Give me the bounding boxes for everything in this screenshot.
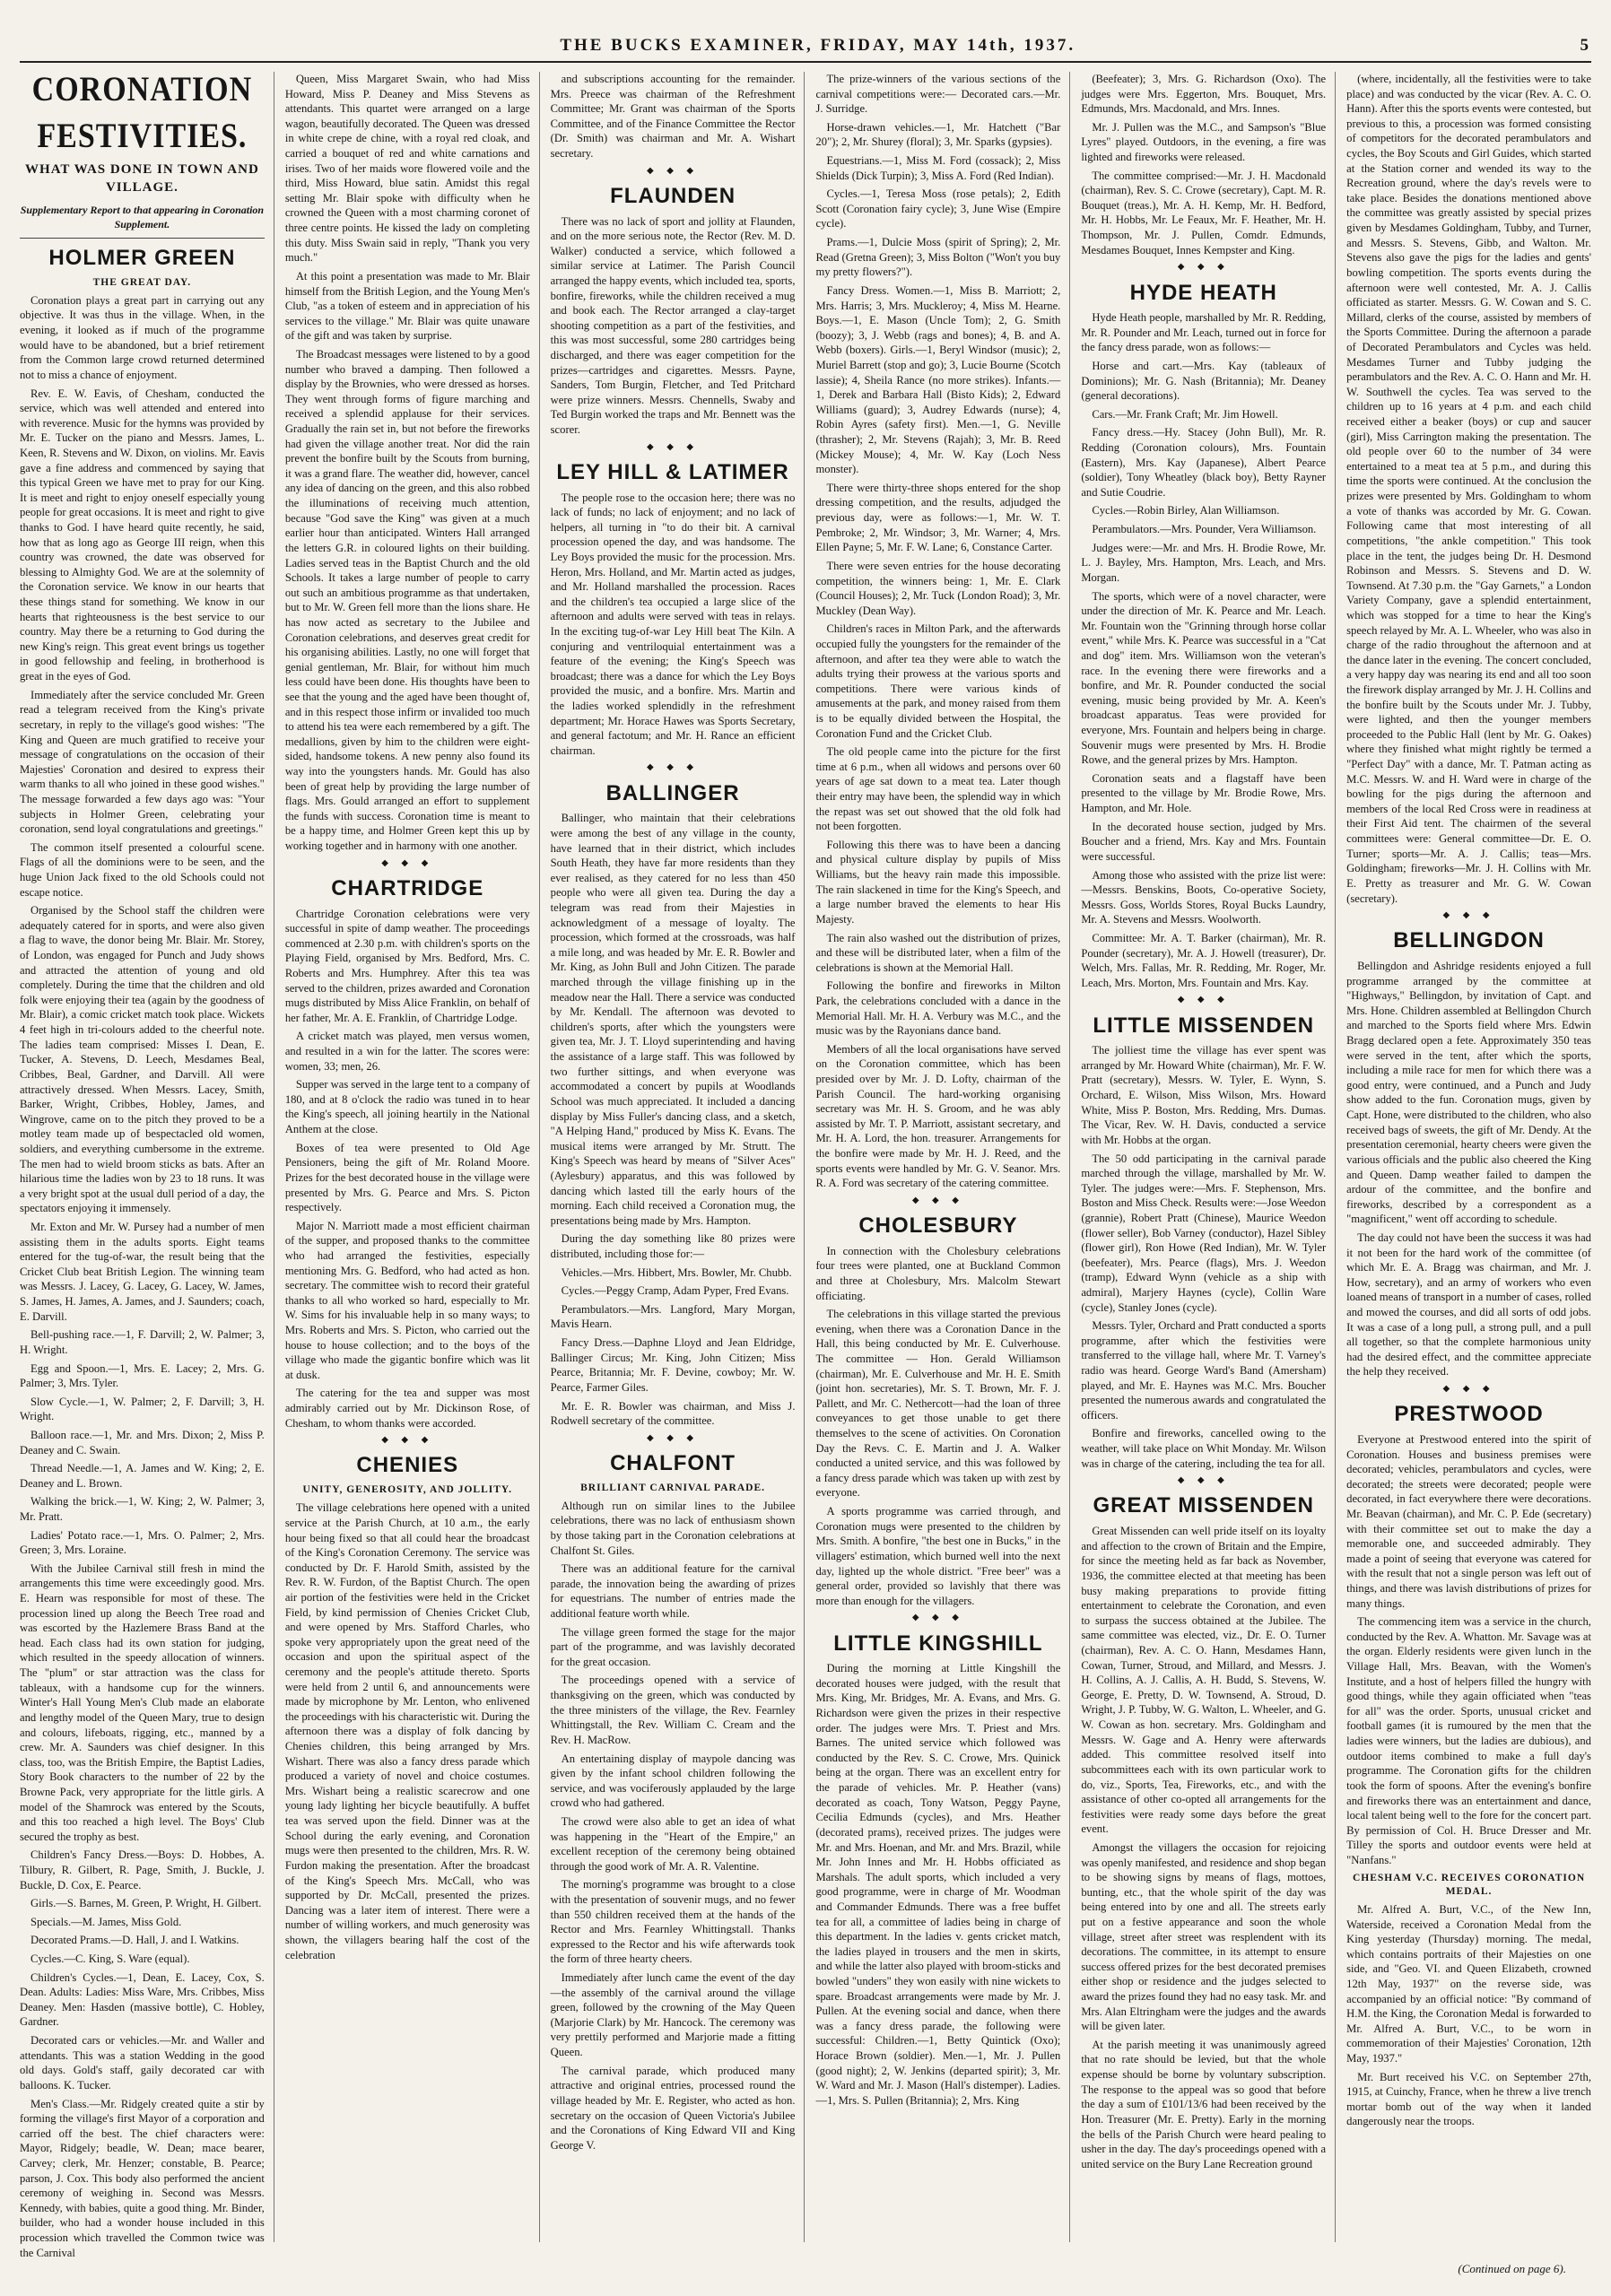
article-paragraph: The committee comprised:—Mr. J. H. Macdonald (chairman), Rev. S. C. Crowe (secretary), Capt. M. R. Bouquet (treas.), Mr. A. H. Kemp, Mr. H. Bedford, Mr. H. Hobbs, Mr. Le Feaux, Mr. F. Heather, Mr. H. Thompson, Mr. J. Pullen, Comdr. Edmunds, Mesdames Bouquet, Innes Kempster and King. [1081, 169, 1327, 257]
article-paragraph: Immediately after the service concluded Mr. Green read a telegram received from the King's private secretary, in reply to the village's good wishes: "The King and Queen are much gratified to receive your message of congratulations on the occasion of their Majesties' Coronation and desired to express their warm thanks to all who joined in these good wishes." The message forwarded a few days ago was: "Your subjects in Holmer Green, celebrating your coronation, send loyal congratulations and greetings." [20, 688, 265, 836]
column-3 [551, 72, 806, 2242]
article-paragraph: Major N. Marriott made a most efficient chairman of the supper, and proposed thanks to the committee who had arranged the festivities, especially mentioning Mrs. G. Bedford, who had acted as hon. secretary. The committee wish to record their grateful thanks to all who worked so hard, especially to Mr. W. Sims for his invaluable help in so many ways; to Mrs. Roberts and Mrs. S. Picton, who carried out the house to house collection; and to the boys of the village who made the gigantic bonfire which was lit at dusk. [284, 1219, 530, 1381]
article-paragraph: Following this there was to have been a dancing and physical culture display by pupils of Miss Williams, but the heavy rain made this impossible. The rain slackened in time for the King's Speech, and a large number braved the elements to hear His Majesty. [815, 838, 1061, 926]
article-paragraph: The celebrations in this village started the previous evening, when there was a Coronation Dance in the Hall, this being conducted by Mr. E. Culverhouse. The committee — Hon. Gerald Williamson (chairman), Mr. E. Culverhouse and Mr. H. E. Smith (joint hon. secretaries), Mr. S. T. Brown, Mr. F. J. Pallett, and Mr. C. Nethercott—had the loan of three conveyances to get those unable to get there themselves to the scene of activities. On Coronation Day the Revs. C. E. Martin and J. A. Walker conducted a united service, and this was followed by a fancy dress parade which was taken up with zest by everyone. [815, 1308, 1061, 1500]
column-3-body [551, 72, 796, 2152]
article-paragraph: There was an additional feature for the carnival parade, the innovation being the awarding of prizes for equestrians. The number of entries made the additional feature worth while. [550, 1562, 796, 1621]
article-paragraph: Queen, Miss Margaret Swain, who had Miss Howard, Miss P. Deaney and Miss Stevens as attendants. This quartet were arranged on a large wagon, beautifully decorated. The Queen was dressed in white crepe de chine, with a royal red cloak, and carried a bouquet of red and white carnations and irises. Two of her maids wore flowered voile and the third, Miss Howard, blue satin. Amidst this regal setting Mr. Blair spoke with difficulty when he crowned the Queen with a most charming coronet of three centre points. He kissed the lady on completing this duty. Miss Swain said in reply, "Thank you very much." [284, 73, 530, 265]
article-paragraph: Bonfire and fireworks, cancelled owing to the weather, will take place on Whit Monday. Mr. Wilson was in charge of the catering, including the tea for all. [1081, 1427, 1327, 1470]
section-heading: CHENIES [356, 1453, 459, 1478]
article-paragraph: The morning's programme was brought to a close with the presentation of souvenir mugs, and no fewer than 550 children received them at the hands of the Rector and Mrs. Fearnley Whittingstall. Thanks expressed to the Rector and his wife afterwards took the form of three hearty cheers. [550, 1878, 796, 1966]
article-paragraph: Walking the brick.—1, W. King; 2, W. Palmer; 3, Mr. Pratt. [20, 1495, 265, 1523]
column-6 [1346, 72, 1591, 2242]
article-paragraph: Cycles.—Peggy Cramp, Adam Pyper, Fred Evans. [561, 1284, 789, 1298]
section-heading: GREAT MISSENDEN [1093, 1493, 1315, 1518]
article-paragraph: The carnival parade, which produced many attractive and original entries, processed round the village headed by Mr. E. Register, who acted as hon. secretary on the occasion of Queen Victoria's Jubilee and the Coronations of King Edward VII and King George V. [550, 2064, 796, 2152]
article-paragraph: Perambulators.—Mrs. Pounder, Vera Williamson. [1092, 523, 1317, 536]
section-subheading: UNITY, GENEROSITY, AND JOLLITY. [302, 1484, 513, 1496]
article-paragraph: (where, incidentally, all the festivities were to take place) and was conducted by the vicar (Rev. A. C. O. Hann). After this the sports events were contested, but previous to this, a procession was formed consisting of competitors for the decorated perambulators and cycles, the Boy Scouts and Girl Guides, which started at the Station corner and wended its way to the Recreation ground, where the day's revels were to take place. Besides the donations mentioned above the committee was greatly assisted by special prizes given by Mesdames Goldingham, Tubby, and Turner, and Messrs. S. Stevens, Gibb, and Walton. Mr. Stevens also gave the pigs for the ladies and gents' bowling competition. The sports events during the afternoon were well contested, Mr. A. J. Callis officiated as starter. Messrs. G. W. Cowan and S. C. Millard, clerks of the course, assisted by members of the Sports Committee. During the afternoon a parade of Decorated Perambulators and Cycles was held. Mesdames Turner and Tubby judging the perambulators and the Rev. A. C. O. Hann and Mr. H. W. Southwell the cycles. Tea was served to the children up to 16 years at 4 p.m. and each child received either a beaker (boys) or cup and saucer (girl), Miss Carrington making the presentation. The old people over 60 to the number of 34 were entertained to a meat tea at 5 p.m., and during this time the sports were continued. At the conclusion the prizes were presented by Mrs. Goldingham to whom a vote of thanks was accorded by Mr. G. Cowan. Following came that most interesting of all competitions, "the ankle competition." This took place in the tent, the judges being Dr. H. Desmond Robinson and Messrs. S. Stevens and D. W. Townsend. At 7.30 p.m. the "Gay Garnets," a London Variety Company, gave a splendid entertainment, which was stopped for a time to hear the King's speech relayed by Mr. A. L. Wheeler, who was also in charge of the radio throughout the afternoon and at the dance later in the evening. The concert concluded, a very happy day was nearing its end and all too soon the firework display arranged by Mr. J. H. Collins and the bonfire built by the Scouts under Mr. J. Tubby, were lighted, and then the younger members proceeded to the Public Hall (lent by Mr. G. Oakes) where they finished what might rightly be termed a "Perfect Day" with a dance, Mr. T. Patman acting as M.C. Messrs. W. and H. Ward were in charge of the bowling for the pigs during the afternoon and members of the local Red Cross were in readiness at their First Aid tent. The chairmen of the several committees were: General committee—Dr. E. O. Turner; sports—Mr. A. J. Callis; teas—Mrs. Goldingham; fireworks—Mr. J. H. Collins with Mr. E. Pretty as treasurer and Mr. G. W. Cowan (secretary). [1346, 73, 1591, 905]
article-paragraph: Organised by the School staff the children were adequately catered for in sports, and were also given a flag to wave, the donor being Mr. Blair. Mr. Storey, of London, was engaged for Punch and Judy shows and attracted the attention of young and old completely. During the time that the children and old folk were enjoying their tea (again by the goodness of Mr. Blair), a comic cricket match took place. Wickets 4 feet high in tri-colours added to the cheerful note. The ladies team comprised: Misses I. Dean, E. Tucker, A. Stevens, D. Leech, Mesdames Beal, Cribbes, Beal, Gardner, and Darvill. All were attractively dressed. When Messrs. Lacey, Smith, Barker, Wright, Cribbes, Hobley, James, and Wingrove, came on to the pitch they proved to be a motley team made up of bespectacled old women, soldiers, and everything cumbersome in the extreme. The men had to wield broom sticks as bats. After an hilarious time the ladies won by 23 to 18 runs. It was a very bright spot at the usual dull period of a day, the spectators enjoying it immensely. [20, 904, 265, 1215]
article-paragraph: Chartridge Coronation celebrations were very successful in spite of damp weather. The proceedings commenced at 2.30 p.m. with children's sports on the Playing Field, organised by Mrs. Bedford, Mrs. C. Roberts and Mrs. Humphrey. After this tea was served to the children, prizes awarded and Coronation mugs distributed by Miss Alice Franklin, on behalf of her father, Mr. A. E. Franklin, of Chartridge Lodge. [284, 907, 530, 1024]
section-subheading: BRILLIANT CARNIVAL PARADE. [580, 1482, 766, 1493]
article-paragraph: Equestrians.—1, Miss M. Ford (cossack); 2, Miss Shields (Dick Turpin); 3, Miss A. Ford (Red Indian). [815, 154, 1061, 182]
column-2 [285, 72, 540, 2242]
section-divider: ◆ ◆ ◆ [911, 1195, 964, 1205]
article-paragraph: Coronation plays a great part in carrying out any objective. It was thus in the village. When, in the evening, it looked as if much of the programme would have to be abandoned, but a brief retirement from the Common large crowd returned determined not to miss a chance of enjoyment. [20, 293, 265, 381]
section-divider: ◆ ◆ ◆ [647, 165, 700, 176]
section-divider: ◆ ◆ ◆ [647, 1432, 700, 1443]
article-paragraph: The catering for the tea and supper was most admirably carried out by Mr. Dickinson Rose, of Chesham, to whom thanks were accorded. [284, 1387, 530, 1430]
banner-subtitle: WHAT WAS DONE IN TOWN AND VILLAGE. [25, 161, 259, 195]
article-paragraph: Prams.—1, Dulcie Moss (spirit of Spring); 2, Mr. Read (Gretna Green); 3, Miss Bolton ("Won't you buy my pretty flowers?"). [815, 236, 1061, 279]
article-paragraph: Specials.—M. James, Miss Gold. [30, 1915, 182, 1928]
section-subheading: CHESHAM V.C. RECEIVES CORONATION MEDAL. [1352, 1872, 1586, 1897]
column-5-body [1081, 72, 1326, 2171]
article-paragraph: Mr. Exton and Mr. W. Pursey had a number of men assisting them in the adults sports. Eight teams entered for the tug-of-war, the result being that the Cricket Club beat British Legion. The winning team was Messrs. J. Lacey, G. Lacey, G. Lacey, W. James, S. James, H. James, A. James, and J. Saunders; coach, E. Darvill. [20, 1221, 265, 1323]
article-paragraph: During the morning at Little Kingshill the decorated houses were judged, with the result that Mrs. King, Mr. Bridges, Mr. A. Evans, and Mrs. G. Richardson were given the prizes in their respective order. The judges were Mrs. T. Priest and Mrs. Barnes. The united service which followed was conducted by the Rev. S. C. Crowe, Mrs. Quinick being at the organ. There was an excellent entry for the parade of vehicles. Mr. P. Heather (vans) decorated as coach, Tony Watson, Peggy Payne, Cecilia Edmunds (cycles), and Mrs. Heather (decorated prams), received prizes. The judges were Mr. and Mrs. Hoenan, and Mr. and Mrs. Brazil, while Mr. John Innes and Mr. H. Hobbs officiated as Marshals. The adult sports, which included a very good programme, were in charge of Mr. Woodman and Commander Edmunds. There was a free buffet tea for all, a committee of ladies being in charge of this department. In the ladies v. gents cricket match, the ladies played in trousers and the men in skirts, and while the latter also played with broom-sticks and bowled "unders" they won easily with nine wickets to spare. Broadcast arrangements were made by Mr. J. Pullen. At the evening social and dance, when there was a fancy dress parade, the following were successful: Children.—1, Betty Quintick (Oxo); Horace Brown (soldier). Men.—1, Mr. J. Pullen (good night); 2, W. Jenkins (departed spirit); 3, Mr. W. Ward and Mr. J. Mason (Hall's distemper). Ladies.—1, Mrs. S. Pullen (Britannia); 2, Mrs. King [815, 1662, 1061, 2107]
section-heading: PRESTWOOD [1394, 1402, 1544, 1427]
article-paragraph: The old people came into the picture for the first time at 6 p.m., when all widows and persons over 60 years of age sat down to a meat tea. Later though their entry may have been, the splendid way in which the repast was set out showed that the old folk had not been forgotten. [815, 745, 1061, 833]
article-paragraph: Cycles.—Robin Birley, Alan Williamson. [1092, 504, 1280, 517]
article-paragraph: Committee: Mr. A. T. Barker (chairman), Mr. R. Pounder (secretary), Mr. A. J. Howell (treasurer), Dr. Welch, Mrs. Fallas, Mr. R. Redding, Mr. Roger, Mr. Leach, Mrs. Morton, Mrs. Fountain and Mrs. Kay. [1081, 931, 1327, 989]
article-paragraph: Fancy Dress.—Daphne Lloyd and Jean Eldridge, Ballinger Circus; Mr. King, John Citizen; Miss Pearce, Britannia; Mr. F. Devine, cowboy; Mr. W. Pearce, Farmer Giles. [550, 1336, 796, 1394]
article-paragraph: The common itself presented a colourful scene. Flags of all the dominions were to be seen, and the huge Union Jack fixed to the old Schools could not escape notice. [20, 840, 265, 899]
section-divider: ◆ ◆ ◆ [381, 1435, 434, 1446]
article-paragraph: Everyone at Prestwood entered into the spirit of Coronation. Houses and business premises were decorated; vehicles, perambulators and cycles, were decorated; the streets were decorated; people were decorated, in fact everywhere there were decorations. Mr. Beavan (chairman), and Mr. C. P. Ede (secretary) with their committee set out to make the day a memorable one, and succeeded admirably. They made a point of seeing that everyone was catered for with the result that not a single person was left out of things, and there was lavish distributions of prizes for many things. [1346, 1432, 1591, 1610]
column-1 [20, 70, 274, 2259]
article-paragraph: Ballinger, who maintain that their celebrations were among the best of any village in the county, have learned that in their district, which includes South Heath, they have far more residents than they ever realised, as they catered for no less than 450 people who were all given tea. During the day a telegram was read from their Majesties in acknowledgment of a message of loyalty. The procession, which formed at the crossroads, was half a mile long, and was headed by Mr. E. R. Bowler and Mr. King, as John Bull and John Citizen. The parade marched through the village finishing up in the meadow near the Hall. There a service was conducted by Mr. Kendall. The afternoon was devoted to children's sports, after which the youngsters were given tea, Mr. J. T. Lloyd superintending and having the assistance of a large staff. This was followed by two further sittings, and when everyone was accommodated a concert by pupils at Woodlands School was much appreciated. It included a dancing display by Miss Fuller's dancing class, and a sketch, "A Helping Hand," produced by Miss K. Evans. The musical items were arranged by Mr. Strutt. The King's Speech was heard by means of "Silver Aces" (Aylesbury) apparatus, and this was followed by dancing which lasted till the early hours of the morning. Each child received a Coronation mug, the presentations being made by Mrs. Hampton. [550, 812, 796, 1227]
section-divider: ◆ ◆ ◆ [1177, 995, 1230, 1005]
section-heading: CHARTRIDGE [331, 875, 484, 900]
article-paragraph: With the Jubilee Carnival still fresh in mind the arrangements this time were exceedingly good. Mrs. E. Hearn was responsible for most of these. The procession lined up along the Beech Tree road and was escorted by the Hazlemere Brass Band at the head. Each class had its own station for judging, which resulted in the speedy allocation of winners. The "plum" or star attraction was the class for tableaux, with a handsome cup for the winners. Winter's Hall Young Men's Club made an elaborate and lengthy model of the Queen Mary, true to design and colours, lifeboats, rigging, etc., manned by a crew. Mr. A. Saunders was chief designer. In this class, too, was the British Empire, the Baptist Ladies, Story Book characters to the number of 22 by the Browne Pack, very appropriate for the little girls. A model of the Shamrock was entered by the Scouts, and this too reached a high level. The Boys' Club secured the trophy as best. [20, 1561, 265, 1843]
article-paragraph: Cycles.—1, Teresa Moss (rose petals); 2, Edith Scott (Coronation fairy cycle); 3, June Wise (Empire cycle). [815, 187, 1061, 230]
banner-title: CORONATION FESTIVITIES. [31, 70, 253, 155]
article-paragraph: Amongst the villagers the occasion for rejoicing was openly manifested, and residence and shop began to be showing signs by means of flags, mottoes, bunting, etc., that the whole spirit of the day was being entered into by one and all. The streets early put on a festive appearance and soon the whole village, street after street was resplendent with its decorations. The committee, in its attempt to ensure success offered prizes for the best decorated premises either shop or residence and the judges selected to award the prizes found they had no easy task. Mr. and Mrs. Alan Eltringham were the judges and the awards will be given later. [1081, 1840, 1327, 2033]
column-5 [1081, 72, 1336, 2242]
article-paragraph: At the parish meeting it was unanimously agreed that no rate should be levied, but that the whole expense should be borne by voluntary subscription. The response to the appeal was so good that before the day a sum of £101/13/6 had been received by the Hon. Treasurer (Mr. E. Pretty). Early in the morning the bells of the Parish Church were heard pealing to usher in the day. The day's proceedings opened with a united service on the Bury Lane Recreation ground [1081, 2038, 1327, 2170]
section-heading: LEY HILL & LATIMER [556, 459, 789, 484]
article-paragraph: The crowd were also able to get an idea of what was happening in the "Heart of the Empire," an excellent reception of the ceremony being obtained through the good work of Mr. A. R. Valentine. [550, 1814, 796, 1873]
article-columns [20, 70, 1591, 2259]
section-divider: ◆ ◆ ◆ [911, 1613, 964, 1623]
article-paragraph: The people rose to the occasion here; there was no lack of funds; no lack of enjoyment; and no lack of helpers, all turning in "to do their bit. A carnival procession opened the day, and was handsome. The Ley Boys provided the music for the procession. Mrs. Heron, Mrs. Holland, and Mr. Martin acted as judges, and Mr. Holland marshalled the procession. Races and the children's tea occupied a large slice of the afternoon and adults were served with teas in relays. In the exciting tug-of-war Ley Hill beat The Kiln. A conjuring and ventriloquial entertainment was a feature of the evening; the King's Speech was broadcast; there was a dance for which the Ley Boys provided the music, and a bonfire. Mrs. Martin and the ladies worked splendidly in the refreshment department; Mr. Horace Hawes was Sports Secretary, and general factotum; and Mr. H. Rance an efficient chairman. [550, 491, 796, 757]
article-paragraph: and subscriptions accounting for the remainder. Mrs. Preece was chairman of the Refreshment Committee; Mr. Grant was chairman of the Sports Committee, and of the Finance Committee the Rector (Dr. Smith) was chairman and Mr. A. Wishart secretary. [550, 73, 796, 161]
masthead [20, 36, 1591, 63]
article-paragraph: Thread Needle.—1, A. James and W. King; 2, E. Deaney and L. Brown. [20, 1462, 265, 1490]
article-paragraph: Bellingdon and Ashridge residents enjoyed a full programme arranged by the committee at "Highways," Bellingdon, by invitation of Capt. and Mrs. Hone. Children assembled at Bellingdon Church and marched to the Sports field where Mrs. Edwin Bragg declared open a fete. Approximately 350 teas were served in the tent, after which the sports, including a mile race for men for which there was a good entry, were continued, and a Punch and Judy show added to the fun. Coronation mugs, given by Capt. Hone, were distributed to the children, who also received bags of sweets, the gift of Mr. Dendy. At the presentation ceremonial, hearty cheers were given the various officials and the public also cheered the King and Queen. Damp weather failed to dampen the ardour of the committee, and the bonfire and fireworks, described by a correspondent as a "magnificent," went off according to schedule. [1346, 959, 1591, 1226]
section-divider: ◆ ◆ ◆ [381, 857, 434, 868]
section-divider: ◆ ◆ ◆ [647, 762, 700, 773]
article-paragraph: Among those who assisted with the prize list were:—Messrs. Benskins, Boots, Co-operative Society, Messrs. Goss, Worlds Stores, Royal Bucks Laundry, Mr. A. Stevens and Messrs. Woolworth. [1081, 868, 1327, 926]
article-paragraph: Decorated cars or vehicles.—Mr. and Waller and attendants. This was a station Wedding in the good old days. Gold's staff, gaily decorated car with balloons. K. Tucker. [20, 2034, 265, 2092]
article-paragraph: During the day something like 80 prizes were distributed, including those for:— [550, 1232, 796, 1261]
article-paragraph: A sports programme was carried through, and Coronation mugs were presented to the children by Mrs. Smith. A bonfire, "the best one in Bucks," in the villagers' estimation, which burned well into the next day, lighted up the whole district. "Free beer" was a general order, provided so lavishly that there was more than enough for the villagers. [815, 1505, 1061, 1607]
section-heading: HYDE HEATH [1129, 280, 1277, 305]
newspaper-title: THE BUCKS EXAMINER, FRIDAY, MAY 14th, 1937. [560, 36, 1076, 55]
article-paragraph: Balloon race.—1, Mr. and Mrs. Dixon; 2, Miss P. Deaney and C. Swain. [20, 1428, 265, 1457]
article-paragraph: The day could not have been the success it was had it not been for the hard work of the committee (of which Mr. E. A. Bragg was chairman, and Mr. J. How, secretary), and an army of workers who even loaned means of transport in a number of cases, rolled and mowed the courses, and did all sorts of odd jobs. It was a case of a long pull, a strong pull, and a pull all together, so that the complete harmonious unity had the desired effect, and the committee appreciate the help they received. [1346, 1231, 1591, 1378]
article-paragraph: Children's Fancy Dress.—Boys: D. Hobbes, A. Tilbury, R. Gilbert, R. Page, Smith, J. Buckle, J. Buckle, D. Cox, E. Pearce. [20, 1848, 265, 1892]
article-paragraph: Great Missenden can well pride itself on its loyalty and affection to the crown of Britain and the Empire, for since the meeting held as far back as November, 1936, the committee elected at that meeting has been busy making preparations to provide fitting entertainment to celebrate the Coronation, and even to surpass the success obtained at the Jubilee. The same committee was elected, viz., Dr. E. O. Turner (chairman), Rev. A. C. O. Hann, Mesdames Hann, Cowan, Turner, Stroud, and Millard, and Messrs. J. H. Collins, A. J. Callis, A. H. Budd, S. Stevens, W. George, E. Pretty, D. W. Townsend, A. Stroud, D. Wright, J. P. Tubby, W. G. Walton, L. Wheeler, and G. W. Cowan as hon. secretary. Mrs. Goldingham and Messrs. W. Gage and A. Henry were afterwards added. This committee resolved itself into subcommittees each with its own particular work to do, viz., Sports, Tea, Fireworks, etc., and with the assistance of other co-opted all arrangements for the festivities were ready some days before the great event. [1081, 1525, 1327, 1836]
section-divider: ◆ ◆ ◆ [1442, 910, 1495, 921]
article-paragraph: The rain also washed out the distribution of prizes, and these will be distributed later, when a film of the celebrations is shown at the Memorial Hall. [815, 931, 1061, 974]
article-paragraph: A cricket match was played, men versus women, and resulted in a win for the latter. The scores were: women, 33; men, 26. [284, 1030, 530, 1073]
article-paragraph: Judges were:—Mr. and Mrs. H. Brodie Rowe, Mr. L. J. Bayley, Mrs. Hampton, Mrs. Leach, and Mrs. Morgan. [1081, 541, 1327, 584]
article-paragraph: The village celebrations here opened with a united service at the Parish Church, at 10 a.m., the early hour being fixed so that all could hear the broadcast of the King's Coronation Ceremony. The service was conducted by Dr. F. Harold Smith, assisted by the Rev. R. W. Furdon, of the Baptist Church. The open air portion of the festivities were held in the Cricket Field, by kind permission of Chenies Cricket Club, and were opened by Mrs. Stafford Charles, who spoke very appropriately upon the great need of the occasion and upon the spiritual aspect of the ceremony and the people's attitude thereto. Sports were held from 2 until 6, and announcements were made by microphone by Mr. Lenton, who enlivened the proceedings with his characteristic wit. During the afternoon there was a display of folk dancing by Chenies children, this being arranged by Mrs. Wishart. There was also a fancy dress parade which produced a variety of novel and choice costumes. Mrs. Wishart being a realistic scarecrow and one young lady lighting her bicycle beautifully. A buffet tea was served upon the field. Dinner was at the School during the early evening, and Coronation mugs were then presented to the children, Mrs. R. W. Furdon making the presentation. After the broadcast of the King's Speech Mrs. McCall, who was supported by Dr. McCall, presented the prizes. Dancing was a later item of interest. There were a number of willing workers, and much generosity was shown, the villagers bearing half the cost of the celebration [284, 1501, 530, 1961]
article-paragraph: Although run on similar lines to the Jubilee celebrations, there was no lack of enthusiasm shown by those taking part in the Coronation celebrations at Chalfont St. Giles. [550, 1499, 796, 1557]
section-subheading: THE GREAT DAY. [92, 276, 192, 288]
article-paragraph: Supper was served in the large tent to a company of 180, and at 8 o'clock the radio was tuned in to hear the King's speech, all joining heartily in the National Anthem at the close. [284, 1078, 530, 1136]
column-4-body [815, 72, 1060, 2109]
section-divider: ◆ ◆ ◆ [1177, 1475, 1230, 1486]
continued-note: (Continued on page 6). [1458, 2262, 1566, 2275]
article-paragraph: Horse-drawn vehicles.—1, Mr. Hatchett ("Bar 20"); 2, Mr. Shurey (floral); 3, Mr. Sparks (gypsies). [815, 120, 1061, 149]
article-paragraph: Girls.—S. Barnes, M. Green, P. Wright, H. Gilbert. [30, 1897, 262, 1910]
section-divider: ◆ ◆ ◆ [647, 441, 700, 452]
article-paragraph: Perambulators.—Mrs. Langford, Mary Morgan, Mavis Hearn. [550, 1302, 796, 1331]
article-paragraph: Messrs. Tyler, Orchard and Pratt conducted a sports programme, after which the festivities were transferred to the village hall, where Mr. T. Varney's radio was heard. George Ward's Band (Amersham) played, and Mr. E. Haynes was M.C. Mrs. Boucher presented the numerous awards and congratulated the officers. [1081, 1319, 1327, 1422]
article-paragraph: Ladies' Potato race.—1, Mrs. O. Palmer; 2, Mrs. Green; 3, Mrs. Loraine. [20, 1528, 265, 1557]
article-paragraph: Vehicles.—Mrs. Hibbert, Mrs. Bowler, Mr. Chubb. [561, 1265, 792, 1279]
article-paragraph: Members of all the local organisations have served on the Coronation committee, which has been presided over by Mr. J. D. Lofty, chairman of the Parish Council. The hard-working organising secretary was Mr. H. S. Groom, and he was ably assisted by Mr. T. P. Marriott, assistant secretary, and Mr. H. A. Lord, the hon. treasurer. Arrangements for the bonfire were made by Mr. H. J. Reed, and the sports events were handled by Mr. G. V. Seanor. Mrs. R. A. Ford was secretary of the catering committee. [815, 1042, 1061, 1190]
banner-supplement-note: Supplementary Report to that appearing in Coronation Supplement. [20, 204, 265, 231]
article-paragraph: Fancy dress.—Hy. Stacey (John Bull), Mr. R. Redding (Coronation colours), Mrs. Fountain (Eastern), Mrs. Kay (Japanese), Albert Pearce (soldier), Tony Wheatley (black boy), Betty Rayner and Sutie Coudrie. [1081, 426, 1327, 499]
page-number: 5 [1580, 36, 1591, 55]
article-paragraph: The commencing item was a service in the church, conducted by the Rev. A. Whatton. Mr. Savage was at the organ. Elderly residents were given lunch in the Village Hall, Mrs. Beavan, with the Women's Institute, and a host of helpers filled the hungry with good things, while they again officiated when "teas for all" was the order. Sports, unusual cricket and football games (it is rumoured by the men that the ladies were winners, but the ladies are dubious), and outdoor items combined to make a full day's programme. The Coronation gifts for the children took the form of spoons. After the evening's bonfire and fireworks there was an entertainment and dance, local talent being well to the fore for the concert part. By permission of Col. H. Bruce Dresser and Mr. Tilley the sports and outdoor events were held at "Nanfans." [1346, 1615, 1591, 1866]
article-paragraph: In the decorated house section, judged by Mrs. Boucher and a friend, Mrs. Kay and Mrs. Fountain were successful. [1081, 820, 1327, 863]
article-paragraph: Men's Class.—Mr. Ridgely created quite a stir by forming the village's first Mayor of a corporation and carried off the best. The chief characters were: Mayor, Ridgely; beadle, W. Dean; mace bearer, Carvey; clerk, Mr. Henzer; constable, B. Pearce; parson, J. Cox. This body also performed the ancient ceremony of weighing in. Second was Messrs. Kennedy, with babies, quite a good thing. Mr. Binder, builder, who had a wonder house included in this procession which travelled the Common twice was the Carnival [20, 2097, 265, 2259]
article-paragraph: Hyde Heath people, marshalled by Mr. R. Redding, Mr. R. Pounder and Mr. Leach, turned out in force for the fancy dress parade, won as follows:— [1081, 311, 1327, 354]
article-paragraph: The 50 odd participating in the carnival parade marched through the village, marshalled by Mr. W. Tyler. The judges were:—Mrs. F. Stephenson, Mrs. Boston and Miss Check. Results were:—Jose Weedon (grannie), Robert Pratt (Chinese), Maurice Weedon (flower seller), Bob Varney (conductor), Hazel Sibley (flower girl), Ron Howe (Red Indian), Mr. W. Tyler (beefeater), Mrs. Pearce (flags), Mrs. J. Weedon (tramp), Edward Wynn (vehicle as a ship with admiral), Marjery Haynes (cycle), Collin Ware (cycle), Stanley Jones (cycle). [1081, 1152, 1327, 1314]
section-divider: ◆ ◆ ◆ [1177, 262, 1230, 273]
article-paragraph: Boxes of tea were presented to Old Age Pensioners, being the gift of Mr. Roland Moore. Prizes for the best decorated house in the village were presented by Mrs. G. Pearce and Mrs. S. Picton respectively. [284, 1141, 530, 1214]
article-paragraph: Cars.—Mr. Frank Craft; Mr. Jim Howell. [1092, 407, 1278, 421]
article-paragraph: Mr. Alfred A. Burt, V.C., of the New Inn, Waterside, received a Coronation Medal from the King yesterday (Thursday) morning. The medal, which contains portraits of their Majesties on one side, and "Geo. VI. and Queen Elizabeth, crowned 12th May, 1937" on the reverse side, was accompanied by an official notice: "By command of H.M. the King, the Coronation Medal is forwarded to Mr. Alfred A. Burt, V.C., to be worn in commemoration of their Majesties' Coronation, 12th May, 1937." [1346, 1902, 1591, 2066]
article-paragraph: There was no lack of sport and jollity at Flaunden, and on the more serious note, the Rector (Rev. M. D. Walker) conducted a service, which followed a similar service at Latimer. The Parish Council arranged the happy events, which included tea, sports, bonfire, fireworks, while the children received a mug and book each. The Rector arranged a clay-target shooting competition as a part of the festivities, and this was most successful, some 280 cartridges being discharged, and there was eager competition for the prizes—cartridges and cigarettes. Messrs. Payne, Sanders, Tom Burgin, Fletcher, and Ted Pritchard were prize winners. Messrs. Chennells, Swaby and Ted Burgin worked the traps and Mr. Bennett was the scorer. [550, 214, 796, 437]
article-paragraph: Children's Cycles.—1, Dean, E. Lacey, Cox, S. Dean. Adults: Ladies: Miss Ware, Mrs. Cribbes, Miss Deaney. Men: Hasden (massive bottle), C. Hobley, Gardner. [20, 1970, 265, 2029]
article-paragraph: Egg and Spoon.—1, Mrs. E. Lacey; 2, Mrs. G. Palmer; 3, Mrs. Tyler. [20, 1361, 265, 1390]
article-paragraph: The Broadcast messages were listened to by a good number who braved a damping. Then followed a display by the Brownies, who were dressed as horses. They went through forms of figure marching and received a splendid applause for their services. Gradually the rain set in, but not before the fireworks had given the village another treat. Nor did the rain prevent the bonfire built by the Scouts from burning, it was a grand flare. The weather did, however, cancel any idea of dancing on the green, and this also robbed the illuminations of receiving much attention, because "God save the King" was given at a much earlier hour than anticipated. Winters Hall arranged the letters G.R. in coloured lights on their building. Ladies served teas in the Baptist Church and the old Schools. It takes a large number of people to carry out such an ambitious programme as that undertaken, but to Mr. W. Green fell more than the lions share. He has now acted as secretary to the Jubilee and Coronation celebrations, and deserves great credit for his organising abilities. Lastly, no one will forget that genial gentleman, Mr. Blair, for without him much less could have been done. His thoughts have been to see that the young and the aged have been thought of, and in this respect those infirm or invalided too much to attend his tea were each remembered by a gift. The medallions, given by him to the children were eight-sided, handsome tokens. A new penny also found its way into the youngsters hands. Mr. Gould has also been of great help by providing the large number of flags. Mrs. Gould arranged an effort to supplement the funds with success. Coronation time is meant to be a happy time, and Holmer Green kept this up by working together and in harmony with one another. [284, 347, 530, 853]
article-paragraph: Following the bonfire and fireworks in Milton Park, the celebrations concluded with a dance in the Memorial Hall. Mr. H. A. Verbury was M.C., and the music was by the Rayonians dance band. [815, 979, 1061, 1038]
section-heading: BALLINGER [605, 780, 740, 805]
article-paragraph: The jolliest time the village has ever spent was arranged by Mr. Howard White (chairman), Mr. F. W. Pratt (secretary), Messrs. W. Tyler, E. Wynn, S. Orchard, E. Wilson, Miss Wilson, Mrs. Howard White, Miss P. Boston, Mrs. Redding, Mrs. Dumas. The Vicar, Rev. W. H. Davis, conducted a service with Mr. Hobbs at the organ. [1081, 1044, 1327, 1146]
article-paragraph: Cycles.—C. King, S. Ware (equal). [30, 1952, 190, 1966]
article-paragraph: Mr. J. Pullen was the M.C., and Sampson's "Blue Lyres" played. Outdoors, in the evening, a fire was lighted and fireworks were released. [1081, 120, 1327, 164]
article-paragraph: The sports, which were of a novel character, were under the direction of Mr. K. Pearce and Mr. Leach. Mr. Fountain won the "Grinning through horse collar event," while Mrs. K. Pearce was successful in a "Cat and dog" item. Mrs. Williamson won the veteran's race. In the evening there were fireworks and a bonfire, and Mr. R. Pounder conducted the social evening, music being provided by Mr. A. Keen's broadcast apparatus. Teas were provided for everyone, Mrs. Fountain and helpers being in charge. Souvenir mugs were presented by Mrs. H. Brodie Rowe, and the general prizes by Mrs. Hampton. [1081, 589, 1327, 767]
article-paragraph: Bell-pushing race.—1, F. Darvill; 2, W. Palmer; 3, H. Wright. [20, 1328, 265, 1356]
section-heading: CHALFONT [610, 1450, 736, 1475]
coronation-banner [20, 70, 265, 239]
article-paragraph: Coronation seats and a flagstaff have been presented to the village by Mr. Brodie Rowe, Mrs. Hampton, and Mr. Hole. [1081, 771, 1327, 815]
section-heading: CHOLESBURY [858, 1213, 1018, 1239]
article-paragraph: The proceedings opened with a service of thanksgiving on the green, which was conducted by the three ministers of the village, the Rev. Fearnley Whittingstall, the Rev. William C. Cream and the Rev. H. MacRow. [550, 1674, 796, 1746]
article-paragraph: An entertaining display of maypole dancing was given by the infant school children following the service, and was vociferously applauded by the large crowd who had gathered. [550, 1752, 796, 1810]
article-paragraph: (Beefeater); 3, Mrs. G. Richardson (Oxo). The judges were Mrs. Eggerton, Mrs. Bouquet, Mrs. Edmunds, Mrs. Macdonald, and Mrs. Innes. [1081, 73, 1327, 116]
section-heading: FLAUNDEN [610, 183, 736, 208]
section-heading: HOLMER GREEN [48, 246, 236, 270]
column-2-body [285, 72, 530, 1962]
section-divider: ◆ ◆ ◆ [1442, 1384, 1495, 1395]
section-heading: LITTLE MISSENDEN [1093, 1013, 1315, 1038]
article-paragraph: Rev. E. W. Eavis, of Chesham, conducted the service, which was well attended and entered into with reverence. Music for the hymns was provided by Mr. E. Tucker on the piano and Messrs. James, L. Keen, R. Stevens and W. Dixon, on violins. Mr. Eavis gave a fine address and commenced by saying that this typical Green we have met to pray for our King. It is meet and right to enjoy oneself especially young people for great occasions. It is meet and right to give thanks to God. I have heard quite recently, he said, how that as long ago as George III reign, when this country was crowned, the date was observed for blessing to Almighty God. We are at the solemnity of the Coronation service. We know in our hearts that these things stand for something. We know in our hearts that righteousness is the best service to our country. May there be a returning to God during the new King's reign. This great event brings us together in good fellowship and feeling, in brotherhood is great in the eyes of God. [20, 387, 265, 683]
column-6-body [1346, 72, 1591, 2129]
article-paragraph: In connection with the Cholesbury celebrations four trees were planted, one at Buckland Common and three at Cholesbury, Mrs. Malcolm Stewart officiating. [815, 1244, 1061, 1302]
article-paragraph: The prize-winners of the various sections of the carnival competitions were:— Decorated cars.—Mr. J. Surridge. [815, 73, 1061, 116]
column-4 [815, 72, 1070, 2242]
article-paragraph: Slow Cycle.—1, W. Palmer; 2, F. Darvill; 3, H. Wright. [20, 1395, 265, 1423]
article-paragraph: Mr. Burt received his V.C. on September 27th, 1915, at Cuinchy, France, when he threw a live trench mortar bomb out of the way when it landed dangerously near the troops. [1346, 2070, 1591, 2128]
article-paragraph: The village green formed the stage for the major part of the programme, and was lavishly decorated for the great occasion. [550, 1625, 796, 1668]
article-paragraph: There were seven entries for the house decorating competition, the winners being: 1, Mr. E. Clark (Council Houses); 2, Mr. Tuck (London Road); 3, Mr. Muckley (Dean Way). [815, 559, 1061, 617]
article-paragraph: Mr. E. R. Bowler was chairman, and Miss J. Rodwell secretary of the committee. [550, 1399, 796, 1428]
column-1-body [20, 244, 265, 2260]
article-paragraph: Fancy Dress. Women.—1, Miss B. Marriott; 2, Mrs. Harris; 3, Mrs. Muckleroy; 4, Miss M. Hearne. Boys.—1, E. Mason (Uncle Tom); 2, G. Smith (boozy); 3, J. Webb (rags and bones); 4, B. and A. Webb (boxers). Girls.—1, Beryl Windsor (music); 2, Muriel Barrett (stop and go); 3, Lucie Bourne (Scotch lassie); 4, Sheila Rance (no more strikes). Infants.—1, Derek and Barbara Hall (Bisto Kids); 2, Edward Williams (guard); 3, Audrey Edwards (nurse); 4, Robin Ayres (safety first). Men.—1, G. Neville (thrasher); 2, Mr. Stevens (Rajah); 3, Mr. B. Reed (Mickey Mouse); 4, Mr. W. Kay (Loch Ness monster). [815, 283, 1061, 476]
section-heading: BELLINGDON [1393, 928, 1545, 953]
article-paragraph: Decorated Prams.—D. Hall, J. and I. Watkins. [30, 1934, 239, 1947]
article-paragraph: Horse and cart.—Mrs. Kay (tableaux of Dominions); Mr. G. Nash (Britannia); Mr. Deaney (general decorations). [1081, 360, 1327, 403]
section-heading: LITTLE KINGSHILL [833, 1631, 1043, 1656]
article-paragraph: At this point a presentation was made to Mr. Blair himself from the British Legion, and the Young Men's Club, "as a token of esteem and in appreciation of his services to the village." Mr. Blair was quite unaware of the gift and was taken by surprise. [284, 269, 530, 343]
article-paragraph: Immediately after lunch came the event of the day—the assembly of the carnival around the village green, followed by the crowning of the May Queen (Marjorie Clark) by Mr. Hancock. The ceremony was very prettily performed and Marjorie made a fitting Queen. [550, 1971, 796, 2059]
article-paragraph: Children's races in Milton Park, and the afterwards occupied fully the youngsters for the remainder of the afternoon, and after tea they were able to watch the adults trying their prowess at the various sports and competitions. There were various kinds of amusements at the park, and money raised from them is to be equally divided between the Hospital, the Coronation Fund and the Cricket Club. [815, 622, 1061, 740]
article-paragraph: There were thirty-three shops entered for the shop dressing competition, and the results, adjudged the previous day, were as follows:—1, Mr. W. T. Pembroke; 2, Mr. Windsor; 3, Mr. Warner; 4, Mrs. Ellen Payne; 5, Mr. F. W. Lane; 6, Constance Carter. [815, 481, 1061, 554]
